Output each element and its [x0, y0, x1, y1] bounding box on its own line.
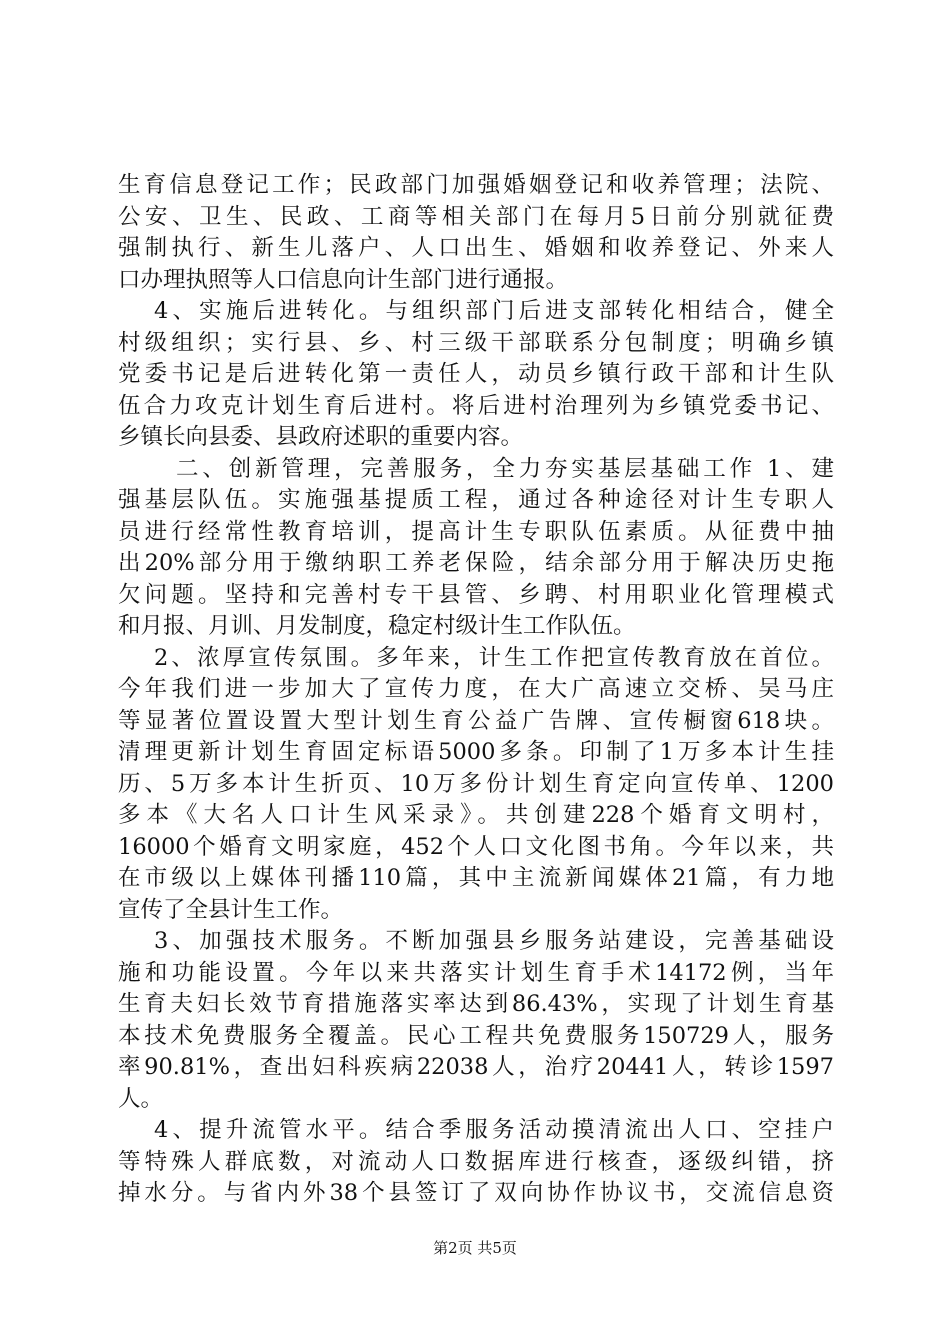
text-line: 和月报、月训、月发制度，稳定村级计生工作队伍。 — [118, 613, 636, 639]
text-line: 等显著位置设置大型计划生育公益广告牌、宣传橱窗618块。 — [118, 707, 834, 734]
text-line: 2、浓厚宣传氛围。多年来，计生工作把宣传教育放在首位。 — [154, 644, 834, 671]
text-line: 多本《大名人口计生风采录》。共创建228个婚育文明村， — [118, 802, 834, 828]
page-footer: 第2页 共5页 — [433, 1239, 517, 1257]
text-line: 欠问题。坚持和完善村专干县管、乡聘、村用职业化管理模式 — [118, 581, 834, 608]
text-line: 生育信息登记工作；民政部门加强婚姻登记和收养管理；法院、 — [118, 172, 834, 198]
text-line: 率90.81%，查出妇科疾病22038人，治疗20441人，转诊1597 — [118, 1054, 834, 1080]
text-line: 公安、卫生、民政、工商等相关部门在每月5日前分别就征费 — [118, 203, 834, 230]
text-line: 3、加强技术服务。不断加强县乡服务站建设，完善基础设 — [154, 928, 834, 954]
body-text — [118, 170, 834, 1210]
text-line: 生育夫妇长效节育措施落实率达到86.43%，实现了计划生育基 — [118, 991, 834, 1017]
text-line: 二、创新管理，完善服务，全力夯实基层基础工作 1、建 — [176, 455, 834, 482]
text-line: 伍合力攻克计划生育后进村。将后进村治理列为乡镇党委书记、 — [118, 392, 834, 419]
text-line: 施和功能设置。今年以来共落实计划生育手术14172例，当年 — [118, 959, 834, 986]
text-line: 强制执行、新生儿落户、人口出生、婚姻和收养登记、外来人 — [118, 235, 834, 261]
text-line: 乡镇长向县委、县政府述职的重要内容。 — [118, 424, 524, 450]
text-line: 员进行经常性教育培训，提高计生专职队伍素质。从征费中抽 — [118, 518, 834, 545]
text-line: 在市级以上媒体刊播110篇，其中主流新闻媒体21篇，有力地 — [118, 865, 834, 891]
text-line: 清理更新计划生育固定标语5000多条。印制了1万多本计生挂 — [118, 739, 834, 765]
text-line: 历、5万多本计生折页、10万多份计划生育定向宣传单、1200 — [118, 770, 834, 797]
text-line: 4、提升流管水平。结合季服务活动摸清流出人口、空挂户 — [154, 1117, 834, 1143]
text-line: 掉水分。与省内外38个县签订了双向协作协议书，交流信息资 — [118, 1180, 834, 1206]
text-line: 村级组织；实行县、乡、村三级干部联系分包制度；明确乡镇 — [118, 329, 834, 356]
text-line: 党委书记是后进转化第一责任人，动员乡镇行政干部和计生队 — [118, 361, 834, 387]
text-line: 4、实施后进转化。与组织部门后进支部转化相结合，健全 — [154, 298, 834, 324]
text-line: 宣传了全县计生工作。 — [118, 896, 344, 923]
text-line: 今年我们进一步加大了宣传力度，在大广高速立交桥、吴马庄 — [118, 676, 834, 702]
text-line: 人。 — [118, 1085, 164, 1112]
text-line: 强基层队伍。实施强基提质工程，通过各种途径对计生专职人 — [118, 487, 834, 513]
text-line: 等特殊人群底数，对流动人口数据库进行核查，逐级纠错，挤 — [118, 1148, 834, 1175]
text-line: 口办理执照等人口信息向计生部门进行通报。 — [118, 266, 569, 293]
text-line: 出20%部分用于缴纳职工养老保险，结余部分用于解决历史拖 — [118, 550, 834, 576]
text-line: 本技术免费服务全覆盖。民心工程共免费服务150729人，服务 — [118, 1022, 834, 1049]
text-line: 16000个婚育文明家庭，452个人口文化图书角。今年以来，共 — [118, 833, 834, 860]
